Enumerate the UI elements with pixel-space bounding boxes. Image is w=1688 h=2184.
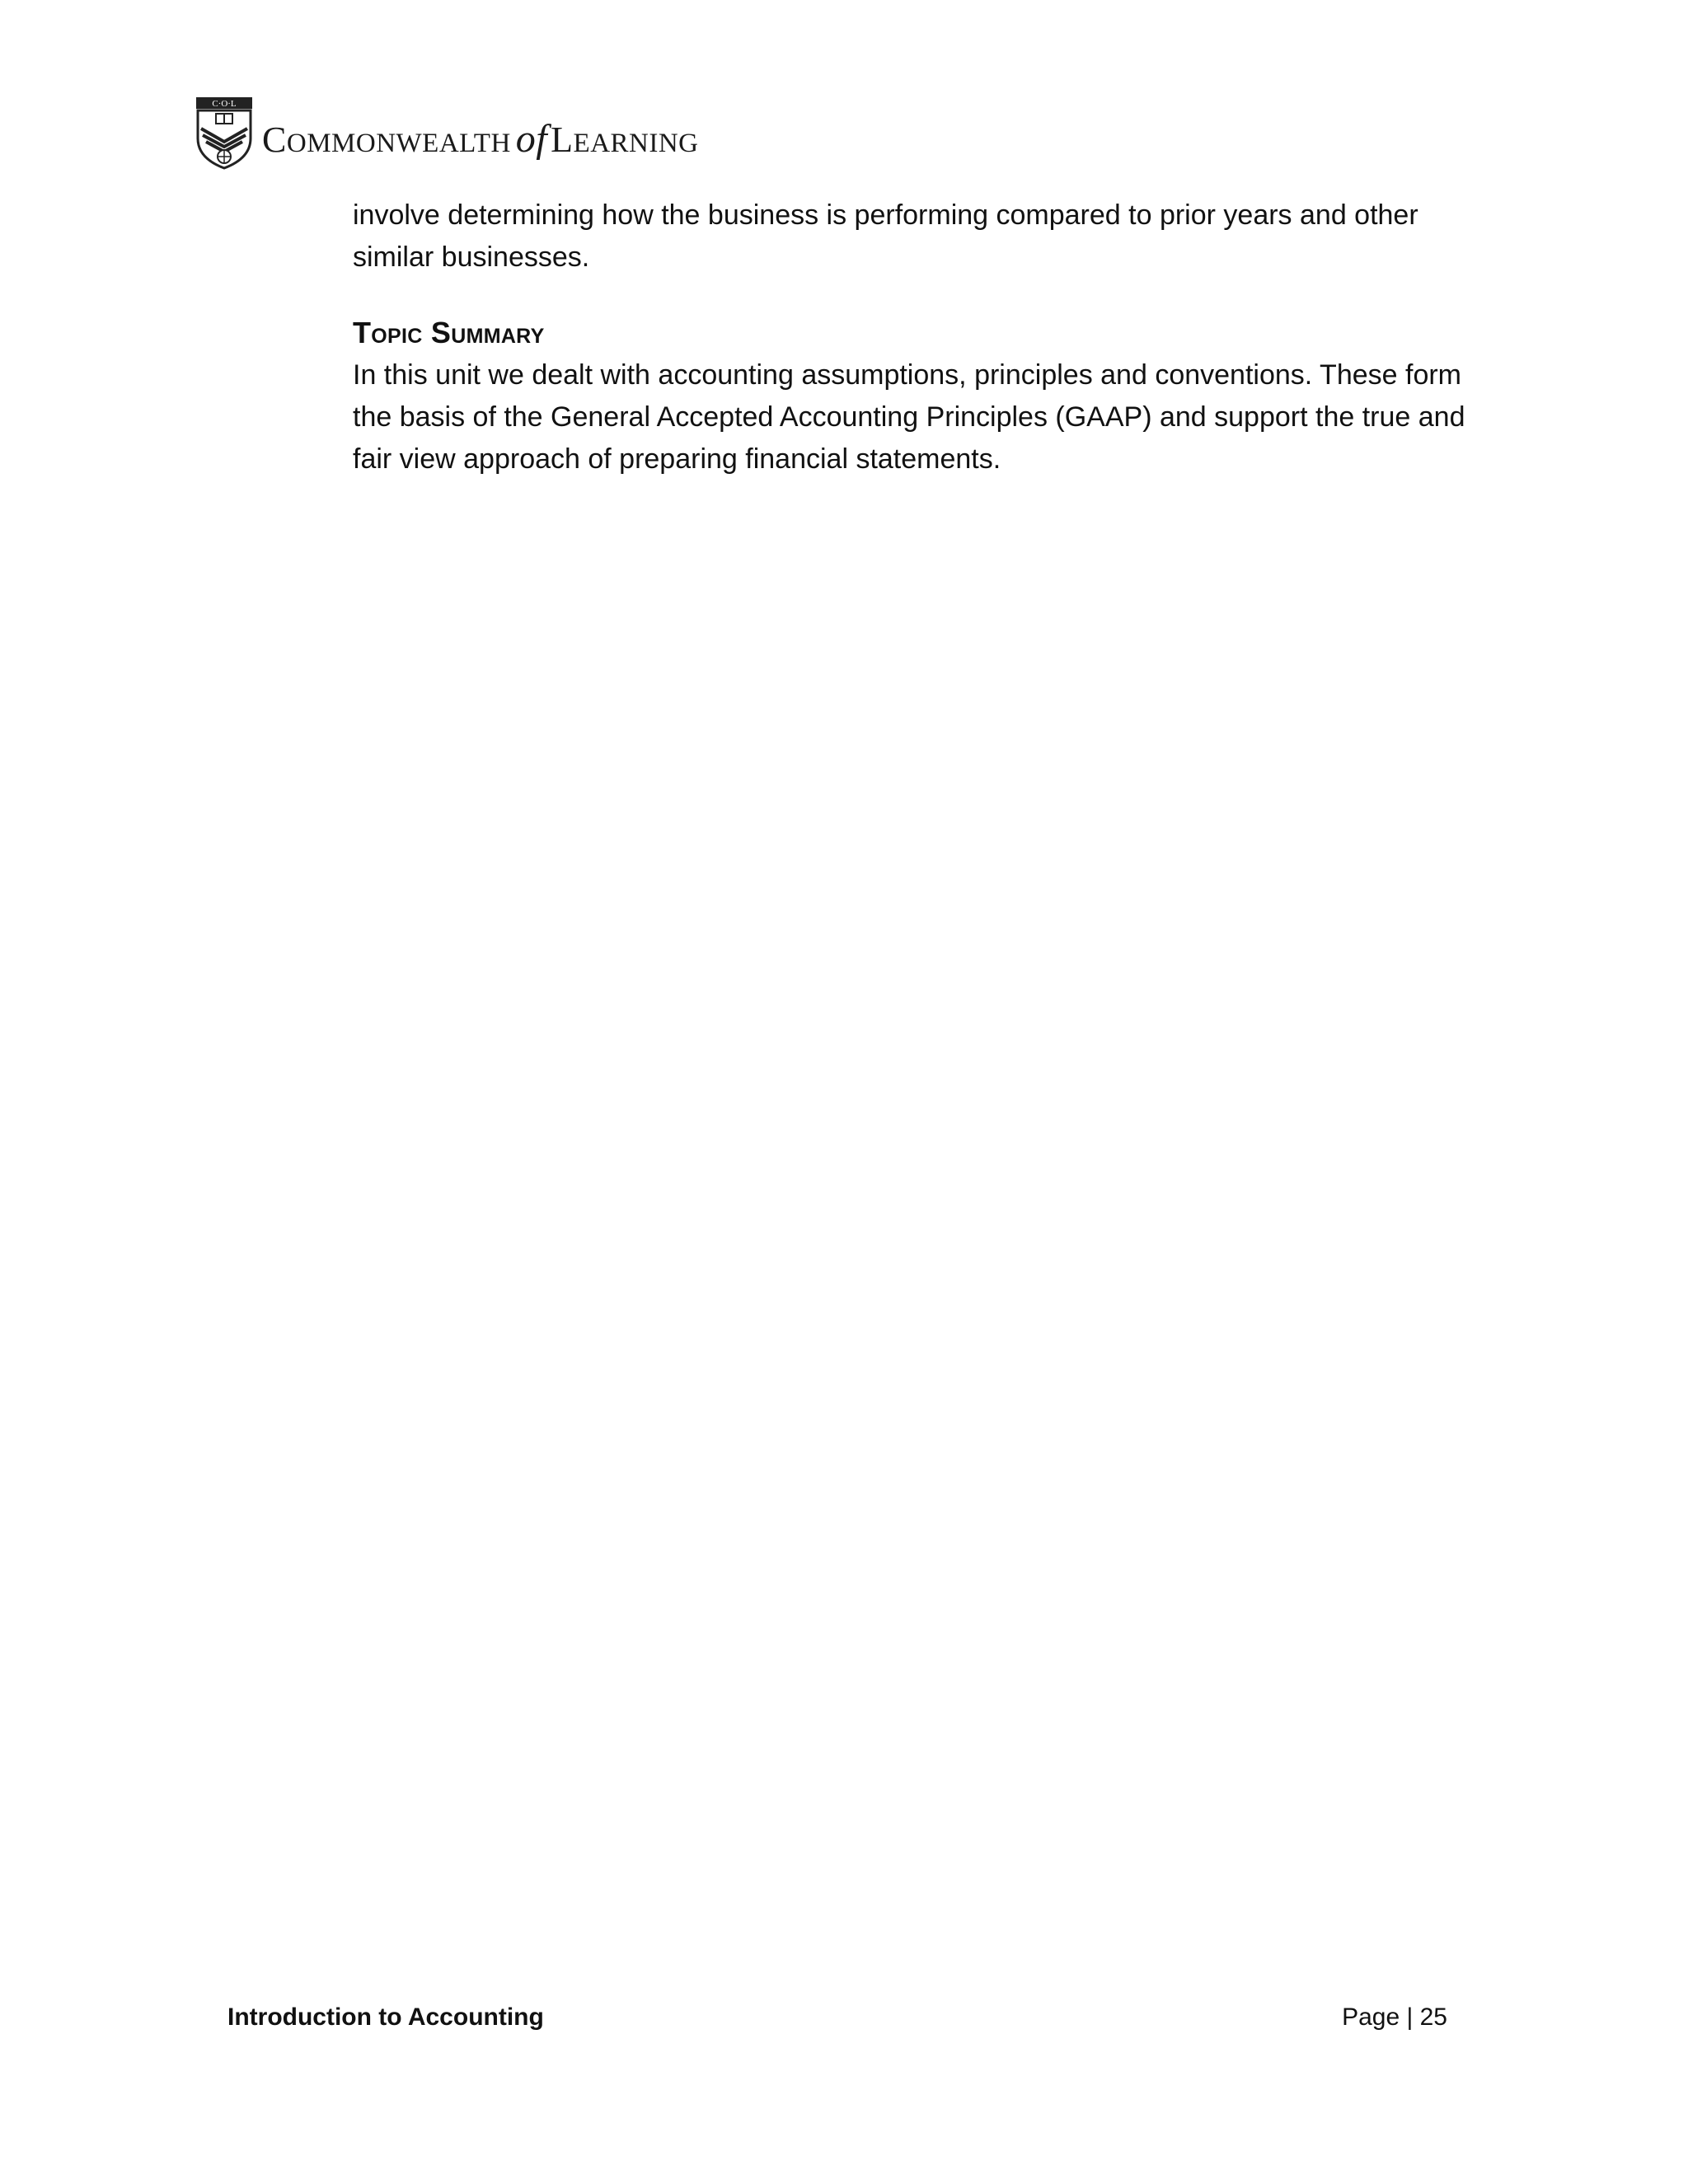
wordmark-commonwealth: OMMONWEALTH <box>286 128 511 158</box>
wordmark-initial-c: C <box>262 119 287 160</box>
logo-wordmark <box>262 116 699 162</box>
section-heading: Topic Summary <box>353 316 545 349</box>
summary-paragraph: In this unit we dealt with accounting assumptions, principles and conventions. These form the basis of the General Accepted Accounting Principles (GAAP) and support the true and fair view approach of preparing financial statements. <box>353 359 1465 475</box>
page-content <box>353 194 1474 480</box>
footer-page-number: Page | 25 <box>1342 2004 1447 2031</box>
intro-paragraph: involve determining how the business is performing compared to prior years and other similar businesses. <box>353 199 1418 273</box>
footer-document-title: Introduction to Accounting <box>227 2004 544 2031</box>
commonwealth-of-learning-logo <box>195 96 699 170</box>
page-footer <box>227 2001 1447 2034</box>
svg-text:C·O·L: C·O·L <box>212 99 237 109</box>
wordmark-initial-l: L <box>551 119 574 160</box>
wordmark-learning: EARNING <box>573 128 699 158</box>
wordmark-of: of <box>515 116 548 161</box>
col-shield-icon <box>195 96 254 170</box>
